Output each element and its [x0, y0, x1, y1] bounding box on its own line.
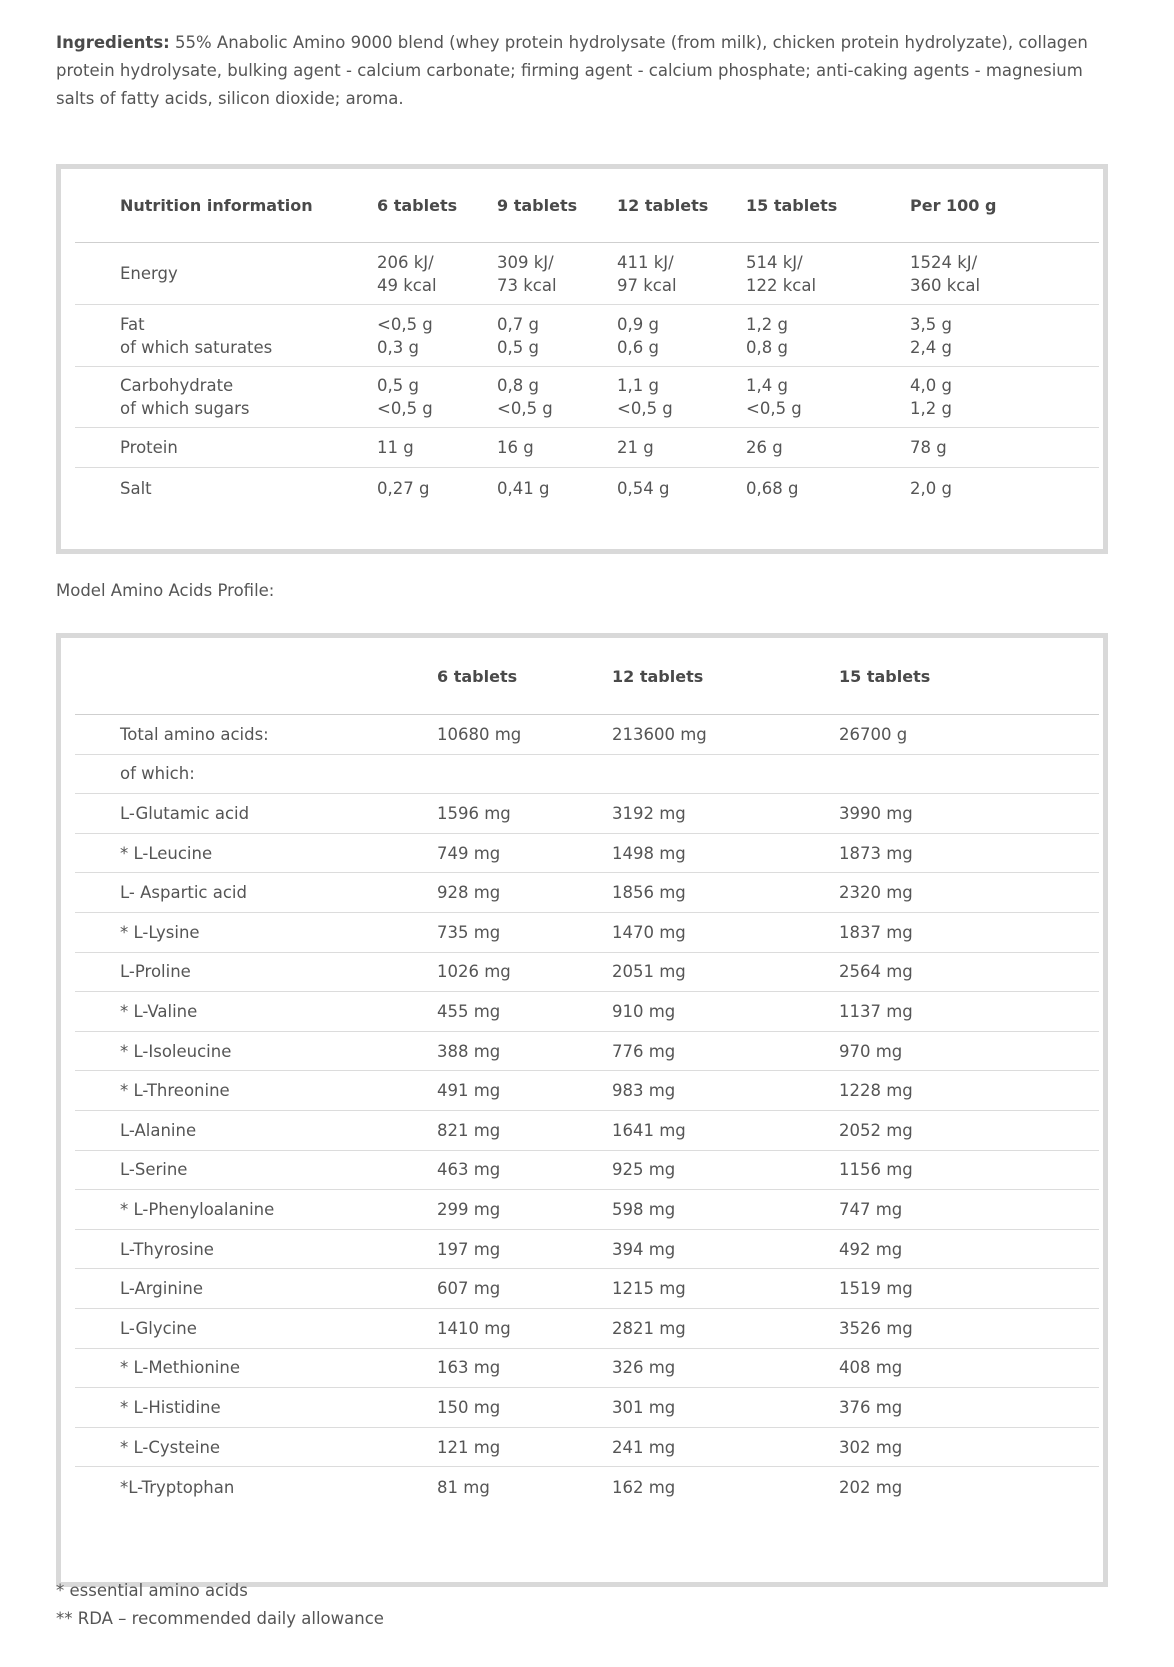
nutrition-value-cell: [910, 367, 952, 427]
amino-value-cell: 1837 mg: [839, 922, 913, 942]
nutrition-value-line: <0,5 g: [617, 399, 673, 418]
amino-name-cell: L-Glutamic acid: [120, 803, 250, 823]
amino-name-cell: *L-Tryptophan: [120, 1477, 235, 1497]
nutrition-value-cell: [497, 243, 557, 304]
amino-value-cell: 776 mg: [612, 1041, 676, 1061]
amino-value-cell: 1228 mg: [839, 1081, 913, 1101]
amino-value-cell: 10680 mg: [437, 724, 522, 744]
nutrition-value-cell: [617, 468, 669, 508]
nutrition-value-cell: [910, 468, 952, 508]
nutrition-value-line: 0,27 g: [377, 478, 430, 498]
amino-value-cell: 928 mg: [437, 883, 501, 903]
nutrition-value-line: 3,5 g: [910, 314, 952, 334]
nutrition-value-line: 11 g: [377, 438, 414, 457]
amino-value-cell: 607 mg: [437, 1279, 501, 1299]
footnote-rda: ** RDA – recommended daily allowance: [56, 1609, 384, 1628]
nutrition-value-line: 21 g: [617, 438, 654, 457]
amino-value-cell: 910 mg: [612, 1001, 676, 1021]
amino-row: [75, 1309, 1099, 1349]
amino-value-cell: 2821 mg: [612, 1318, 686, 1338]
amino-row: [75, 913, 1099, 953]
nutrition-value-cell: [746, 305, 788, 366]
amino-value-cell: 970 mg: [839, 1041, 903, 1061]
nutrition-row: [75, 243, 1099, 305]
amino-value-cell: 1856 mg: [612, 883, 686, 903]
nutrition-row: [75, 468, 1099, 508]
nutrition-value-line: 49 kcal: [377, 275, 437, 295]
nutrition-value-line: 0,8 g: [746, 337, 788, 357]
amino-value-cell: 394 mg: [612, 1239, 676, 1259]
amino-value-cell: 821 mg: [437, 1120, 501, 1140]
amino-header-cell: 12 tablets: [612, 666, 704, 686]
amino-section-label: Model Amino Acids Profile:: [56, 581, 275, 600]
amino-value-cell: 1470 mg: [612, 922, 686, 942]
amino-value-cell: 2051 mg: [612, 962, 686, 982]
amino-name-cell: L-Arginine: [120, 1279, 203, 1299]
nutrition-value-line: 0,6 g: [617, 337, 659, 357]
nutrition-label-line: Energy: [120, 264, 178, 283]
nutrition-value-line: <0,5 g: [497, 399, 553, 418]
nutrition-value-cell: [746, 428, 783, 467]
nutrition-value-line: 309 kJ/: [497, 252, 554, 272]
amino-value-cell: 388 mg: [437, 1041, 501, 1061]
amino-name-cell: L-Alanine: [120, 1120, 197, 1140]
nutrition-value-line: 1524 kJ/: [910, 252, 978, 272]
nutrition-value-line: 0,7 g: [497, 314, 539, 334]
amino-row: [75, 1111, 1099, 1151]
nutrition-value-cell: [377, 305, 433, 366]
amino-name-cell: * L-Valine: [120, 1001, 198, 1021]
nutrition-label-line: Fat: [120, 314, 145, 334]
amino-value-cell: 81 mg: [437, 1477, 490, 1497]
amino-name-cell: L-Glycine: [120, 1318, 197, 1338]
nutrition-value-cell: [377, 367, 433, 427]
nutrition-value-line: 0,5 g: [497, 337, 539, 357]
nutrition-value-line: 4,0 g: [910, 376, 952, 395]
nutrition-header-cell: Nutrition information: [120, 196, 313, 215]
amino-value-cell: 2320 mg: [839, 883, 913, 903]
nutrition-value-line: 0,54 g: [617, 478, 670, 498]
amino-acids-table: [56, 633, 1108, 1587]
amino-value-cell: 492 mg: [839, 1239, 903, 1259]
amino-name-cell: * L-Isoleucine: [120, 1041, 232, 1061]
nutrition-header-cell: Per 100 g: [910, 196, 997, 215]
amino-name-cell: L- Aspartic acid: [120, 883, 247, 903]
nutrition-label-line: Protein: [120, 438, 178, 457]
nutrition-value-cell: [497, 468, 549, 508]
ingredients-paragraph: [56, 29, 1118, 113]
amino-row: [75, 1151, 1099, 1191]
amino-value-cell: 598 mg: [612, 1199, 676, 1219]
amino-value-cell: 326 mg: [612, 1358, 676, 1378]
amino-row: [75, 953, 1099, 993]
amino-name-cell: L-Proline: [120, 962, 191, 982]
nutrition-value-line: 411 kJ/: [617, 252, 674, 272]
amino-row: [75, 715, 1099, 755]
amino-value-cell: 2564 mg: [839, 962, 913, 982]
amino-row: [75, 1467, 1099, 1507]
amino-value-cell: 749 mg: [437, 843, 501, 863]
amino-header-cell: 6 tablets: [437, 666, 518, 686]
nutrition-row: [75, 305, 1099, 367]
ingredients-text: 55% Anabolic Amino 9000 blend (whey protein hydrolysate (from milk), chicken protein hydrolyzate), collagen protein hydrolysate, bulking agent - calcium carbonate; firming agent - calcium phosphate; anti-caking agents - magnesium salts of fatty acids, silicon dioxide; aroma.: [56, 33, 1088, 108]
amino-value-cell: 1410 mg: [437, 1318, 511, 1338]
amino-row: [75, 1349, 1099, 1389]
nutrition-value-cell: [497, 305, 539, 366]
amino-row: [75, 1032, 1099, 1072]
amino-name-cell: * L-Phenyloalanine: [120, 1199, 275, 1219]
nutrition-value-cell: [910, 243, 980, 304]
amino-row: [75, 1071, 1099, 1111]
nutrition-header-row: [75, 169, 1099, 243]
amino-header-cell: 15 tablets: [839, 666, 931, 686]
amino-row: [75, 1190, 1099, 1230]
amino-row: [75, 1230, 1099, 1270]
nutrition-label-line: of which saturates: [120, 337, 273, 357]
nutrition-label-line: Salt: [120, 478, 152, 498]
nutrition-table: [56, 164, 1108, 554]
amino-value-cell: 408 mg: [839, 1358, 903, 1378]
nutrition-label-line: Carbohydrate: [120, 376, 234, 395]
amino-value-cell: 197 mg: [437, 1239, 501, 1259]
amino-name-cell: * L-Methionine: [120, 1358, 240, 1378]
amino-value-cell: 983 mg: [612, 1081, 676, 1101]
nutrition-value-line: 0,5 g: [377, 376, 419, 395]
nutrition-row: [75, 428, 1099, 468]
nutrition-value-line: 78 g: [910, 438, 947, 457]
amino-value-cell: 3990 mg: [839, 803, 913, 823]
amino-value-cell: 299 mg: [437, 1199, 501, 1219]
nutrition-header-cell: 12 tablets: [617, 196, 709, 215]
nutrition-value-line: 514 kJ/: [746, 252, 803, 272]
amino-header-row: [75, 638, 1099, 715]
nutrition-header-cell: 6 tablets: [377, 196, 458, 215]
nutrition-value-line: <0,5 g: [746, 399, 802, 418]
amino-name-cell: * L-Cysteine: [120, 1437, 221, 1457]
nutrition-value-cell: [497, 428, 534, 467]
nutrition-value-cell: [617, 367, 673, 427]
nutrition-label-cell: [120, 367, 249, 427]
amino-name-cell: Total amino acids:: [120, 724, 269, 744]
amino-value-cell: 3192 mg: [612, 803, 686, 823]
amino-row: [75, 873, 1099, 913]
nutrition-value-line: 26 g: [746, 438, 783, 457]
nutrition-value-line: 206 kJ/: [377, 252, 434, 272]
amino-name-cell: * L-Threonine: [120, 1081, 230, 1101]
nutrition-value-cell: [377, 468, 429, 508]
amino-value-cell: 213600 mg: [612, 724, 707, 744]
nutrition-value-line: 73 kcal: [497, 275, 557, 295]
amino-value-cell: 463 mg: [437, 1160, 501, 1180]
nutrition-value-cell: [497, 367, 553, 427]
amino-value-cell: 302 mg: [839, 1437, 903, 1457]
amino-row: [75, 834, 1099, 874]
nutrition-label-cell: [120, 468, 152, 508]
amino-value-cell: 735 mg: [437, 922, 501, 942]
amino-value-cell: 1519 mg: [839, 1279, 913, 1299]
amino-row: [75, 755, 1099, 795]
amino-value-cell: 925 mg: [612, 1160, 676, 1180]
nutrition-value-cell: [746, 468, 798, 508]
amino-name-cell: * L-Histidine: [120, 1397, 221, 1417]
footnote-essential: * essential amino acids: [56, 1581, 248, 1600]
amino-name-cell: L-Thyrosine: [120, 1239, 214, 1259]
nutrition-value-cell: [910, 428, 947, 467]
amino-value-cell: 747 mg: [839, 1199, 903, 1219]
nutrition-value-line: 16 g: [497, 438, 534, 457]
amino-value-cell: 26700 g: [839, 724, 908, 744]
nutrition-row: [75, 367, 1099, 428]
nutrition-value-line: 0,9 g: [617, 314, 659, 334]
nutrition-value-line: 1,2 g: [910, 399, 952, 418]
amino-value-cell: 121 mg: [437, 1437, 501, 1457]
nutrition-value-line: <0,5 g: [377, 399, 433, 418]
nutrition-value-line: 0,41 g: [497, 478, 550, 498]
amino-name-cell: of which:: [120, 764, 195, 784]
nutrition-value-line: 0,68 g: [746, 478, 799, 498]
nutrition-value-cell: [617, 243, 677, 304]
nutrition-value-line: 2,4 g: [910, 337, 952, 357]
amino-value-cell: 1215 mg: [612, 1279, 686, 1299]
amino-name-cell: L-Serine: [120, 1160, 188, 1180]
amino-value-cell: 202 mg: [839, 1477, 903, 1497]
nutrition-value-line: 1,2 g: [746, 314, 788, 334]
amino-value-cell: 1498 mg: [612, 843, 686, 863]
nutrition-value-line: 0,8 g: [497, 376, 539, 395]
nutrition-value-line: 1,1 g: [617, 376, 659, 395]
amino-value-cell: 301 mg: [612, 1397, 676, 1417]
amino-value-cell: 3526 mg: [839, 1318, 913, 1338]
amino-value-cell: 376 mg: [839, 1397, 903, 1417]
amino-row: [75, 1388, 1099, 1428]
amino-value-cell: 2052 mg: [839, 1120, 913, 1140]
nutrition-value-line: 0,3 g: [377, 337, 419, 357]
amino-value-cell: 1156 mg: [839, 1160, 913, 1180]
amino-value-cell: 1026 mg: [437, 962, 511, 982]
amino-row: [75, 1428, 1099, 1468]
amino-value-cell: 491 mg: [437, 1081, 501, 1101]
nutrition-value-cell: [377, 243, 437, 304]
nutrition-value-cell: [746, 243, 816, 304]
nutrition-value-line: 1,4 g: [746, 376, 788, 395]
nutrition-value-line: <0,5 g: [377, 314, 433, 334]
ingredients-label: Ingredients:: [56, 33, 170, 52]
amino-value-cell: 1641 mg: [612, 1120, 686, 1140]
amino-row: [75, 794, 1099, 834]
amino-value-cell: 1596 mg: [437, 803, 511, 823]
nutrition-value-line: 97 kcal: [617, 275, 677, 295]
amino-value-cell: 162 mg: [612, 1477, 676, 1497]
amino-value-cell: 241 mg: [612, 1437, 676, 1457]
nutrition-header-cell: 9 tablets: [497, 196, 578, 215]
amino-value-cell: 455 mg: [437, 1001, 501, 1021]
nutrition-value-cell: [377, 428, 414, 467]
nutrition-value-line: 360 kcal: [910, 275, 981, 295]
nutrition-value-cell: [617, 305, 659, 366]
amino-value-cell: 150 mg: [437, 1397, 501, 1417]
amino-value-cell: 1137 mg: [839, 1001, 913, 1021]
nutrition-value-cell: [746, 367, 802, 427]
amino-name-cell: * L-Lysine: [120, 922, 200, 942]
nutrition-value-line: 2,0 g: [910, 478, 952, 498]
nutrition-value-cell: [910, 305, 952, 366]
nutrition-header-cell: 15 tablets: [746, 196, 838, 215]
nutrition-label-line: of which sugars: [120, 399, 250, 418]
nutrition-label-cell: [120, 305, 272, 366]
nutrition-value-line: 122 kcal: [746, 275, 817, 295]
nutrition-label-cell: [120, 243, 178, 304]
amino-name-cell: * L-Leucine: [120, 843, 213, 863]
nutrition-label-cell: [120, 428, 178, 467]
amino-value-cell: 1873 mg: [839, 843, 913, 863]
nutrition-value-cell: [617, 428, 654, 467]
amino-value-cell: 163 mg: [437, 1358, 501, 1378]
amino-row: [75, 1269, 1099, 1309]
amino-row: [75, 992, 1099, 1032]
